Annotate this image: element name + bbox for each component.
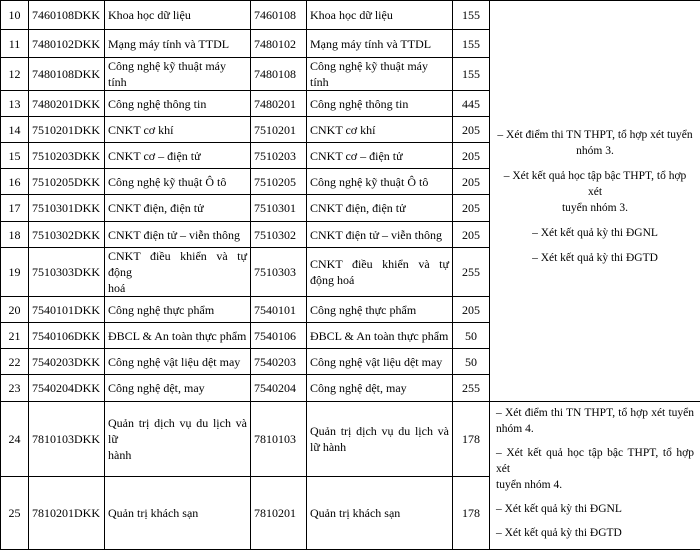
major-name: Quản trị khách sạn	[105, 476, 251, 549]
standard-name: CNKT điện tử – viễn thông	[307, 222, 453, 248]
major-code: 7510201DKK	[29, 117, 105, 143]
quota: 178	[453, 402, 490, 477]
standard-code: 7480201	[251, 91, 307, 117]
standard-code: 7540203	[251, 349, 307, 375]
quota: 205	[453, 117, 490, 143]
method-item: – Xét kết quả kỳ thi ĐGTD	[496, 250, 694, 266]
row-number: 12	[1, 58, 29, 91]
row-number: 19	[1, 248, 29, 297]
major-name: Công nghệ thông tin	[105, 91, 251, 117]
standard-code: 7810201	[251, 476, 307, 549]
major-name: CNKT điện, điện tử	[105, 195, 251, 222]
major-code: 7460108DKK	[29, 1, 105, 30]
quota: 255	[453, 248, 490, 297]
quota: 445	[453, 91, 490, 117]
standard-name: Công nghệ thực phẩm	[307, 297, 453, 323]
standard-name: Công nghệ kỹ thuật Ô tô	[307, 169, 453, 195]
major-name: ĐBCL & An toàn thực phẩm	[105, 323, 251, 349]
standard-code: 7540101	[251, 297, 307, 323]
method-item: – Xét kết quả học tập bậc THPT, tổ hợp xét tuyển nhóm 3.	[496, 168, 694, 216]
major-code: 7510205DKK	[29, 169, 105, 195]
row-number: 25	[1, 476, 29, 549]
major-code: 7510203DKK	[29, 143, 105, 169]
quota: 255	[453, 375, 490, 402]
major-code: 7540203DKK	[29, 349, 105, 375]
admission-methods-group-4	[490, 402, 700, 550]
standard-code: 7810103	[251, 402, 307, 477]
quota: 155	[453, 58, 490, 91]
row-number: 17	[1, 195, 29, 222]
standard-name: Mạng máy tính và TTDL	[307, 30, 453, 58]
standard-name: CNKT điều khiển và tự động hoá	[307, 248, 453, 297]
standard-code: 7460108	[251, 1, 307, 30]
row-number: 11	[1, 30, 29, 58]
standard-code: 7510205	[251, 169, 307, 195]
major-code: 7540106DKK	[29, 323, 105, 349]
standard-code: 7510201	[251, 117, 307, 143]
standard-name: Công nghệ kỹ thuật máy tính	[307, 58, 453, 91]
standard-name: Quản trị khách sạn	[307, 476, 453, 549]
standard-name: CNKT cơ khí	[307, 117, 453, 143]
row-number: 10	[1, 1, 29, 30]
standard-code: 7510303	[251, 248, 307, 297]
major-code: 7540101DKK	[29, 297, 105, 323]
table-row	[1, 402, 700, 477]
method-item: – Xét kết quả kỳ thi ĐGNL	[496, 225, 694, 241]
row-number: 24	[1, 402, 29, 477]
quota: 205	[453, 169, 490, 195]
quota: 205	[453, 222, 490, 248]
row-number: 22	[1, 349, 29, 375]
standard-code: 7540106	[251, 323, 307, 349]
row-number: 16	[1, 169, 29, 195]
row-number: 20	[1, 297, 29, 323]
quota: 50	[453, 349, 490, 375]
major-name: CNKT cơ khí	[105, 117, 251, 143]
row-number: 15	[1, 143, 29, 169]
major-code: 7510301DKK	[29, 195, 105, 222]
major-code: 7810103DKK	[29, 402, 105, 477]
row-number: 18	[1, 222, 29, 248]
quota: 155	[453, 30, 490, 58]
standard-code: 7510301	[251, 195, 307, 222]
major-name: Công nghệ kỹ thuật Ô tô	[105, 169, 251, 195]
method-item: – Xét kết quả học tập bậc THPT, tổ hợp xét tuyển nhóm 4.	[496, 445, 694, 493]
standard-name: CNKT điện, điện tử	[307, 195, 453, 222]
row-number: 23	[1, 375, 29, 402]
major-name: CNKT điều khiển và tự động hoá	[105, 248, 251, 297]
admission-methods-group-3	[490, 1, 700, 402]
standard-name: Quản trị dịch vụ du lịch và lữ hành	[307, 402, 453, 477]
row-number: 14	[1, 117, 29, 143]
major-name: Khoa học dữ liệu	[105, 1, 251, 30]
quota: 205	[453, 195, 490, 222]
standard-code: 7510203	[251, 143, 307, 169]
standard-name: Công nghệ thông tin	[307, 91, 453, 117]
major-code: 7510302DKK	[29, 222, 105, 248]
quota: 155	[453, 1, 490, 30]
major-name: CNKT cơ – điện tử	[105, 143, 251, 169]
standard-name: Công nghệ dệt, may	[307, 375, 453, 402]
major-name: CNKT điện tử – viễn thông	[105, 222, 251, 248]
major-name: Quản trị dịch vụ du lịch và lữ hành	[105, 402, 251, 477]
method-item: – Xét điểm thi TN THPT, tổ hợp xét tuyển nhóm 3.	[496, 127, 694, 159]
major-name: Công nghệ dệt, may	[105, 375, 251, 402]
row-number: 21	[1, 323, 29, 349]
major-code: 7480102DKK	[29, 30, 105, 58]
standard-code: 7510302	[251, 222, 307, 248]
quota: 50	[453, 323, 490, 349]
standard-name: CNKT cơ – điện tử	[307, 143, 453, 169]
method-item: – Xét kết quả kỳ thi ĐGTD	[496, 525, 694, 541]
quota: 178	[453, 476, 490, 549]
major-code: 7540204DKK	[29, 375, 105, 402]
quota: 205	[453, 143, 490, 169]
standard-name: ĐBCL & An toàn thực phẩm	[307, 323, 453, 349]
major-name: Công nghệ kỹ thuật máy tính	[105, 58, 251, 91]
standard-code: 7480102	[251, 30, 307, 58]
major-code: 7480108DKK	[29, 58, 105, 91]
table-row	[1, 1, 700, 30]
major-name: Công nghệ thực phẩm	[105, 297, 251, 323]
standard-name: Công nghệ vật liệu dệt may	[307, 349, 453, 375]
standard-code: 7480108	[251, 58, 307, 91]
major-code: 7480201DKK	[29, 91, 105, 117]
method-item: – Xét kết quả kỳ thi ĐGNL	[496, 501, 694, 517]
major-name: Mạng máy tính và TTDL	[105, 30, 251, 58]
method-item: – Xét điểm thi TN THPT, tổ hợp xét tuyển nhóm 4.	[496, 405, 694, 437]
row-number: 13	[1, 91, 29, 117]
standard-name: Khoa học dữ liệu	[307, 1, 453, 30]
standard-code: 7540204	[251, 375, 307, 402]
quota: 205	[453, 297, 490, 323]
major-code: 7810201DKK	[29, 476, 105, 549]
major-name: Công nghệ vật liệu dệt may	[105, 349, 251, 375]
major-code: 7510303DKK	[29, 248, 105, 297]
